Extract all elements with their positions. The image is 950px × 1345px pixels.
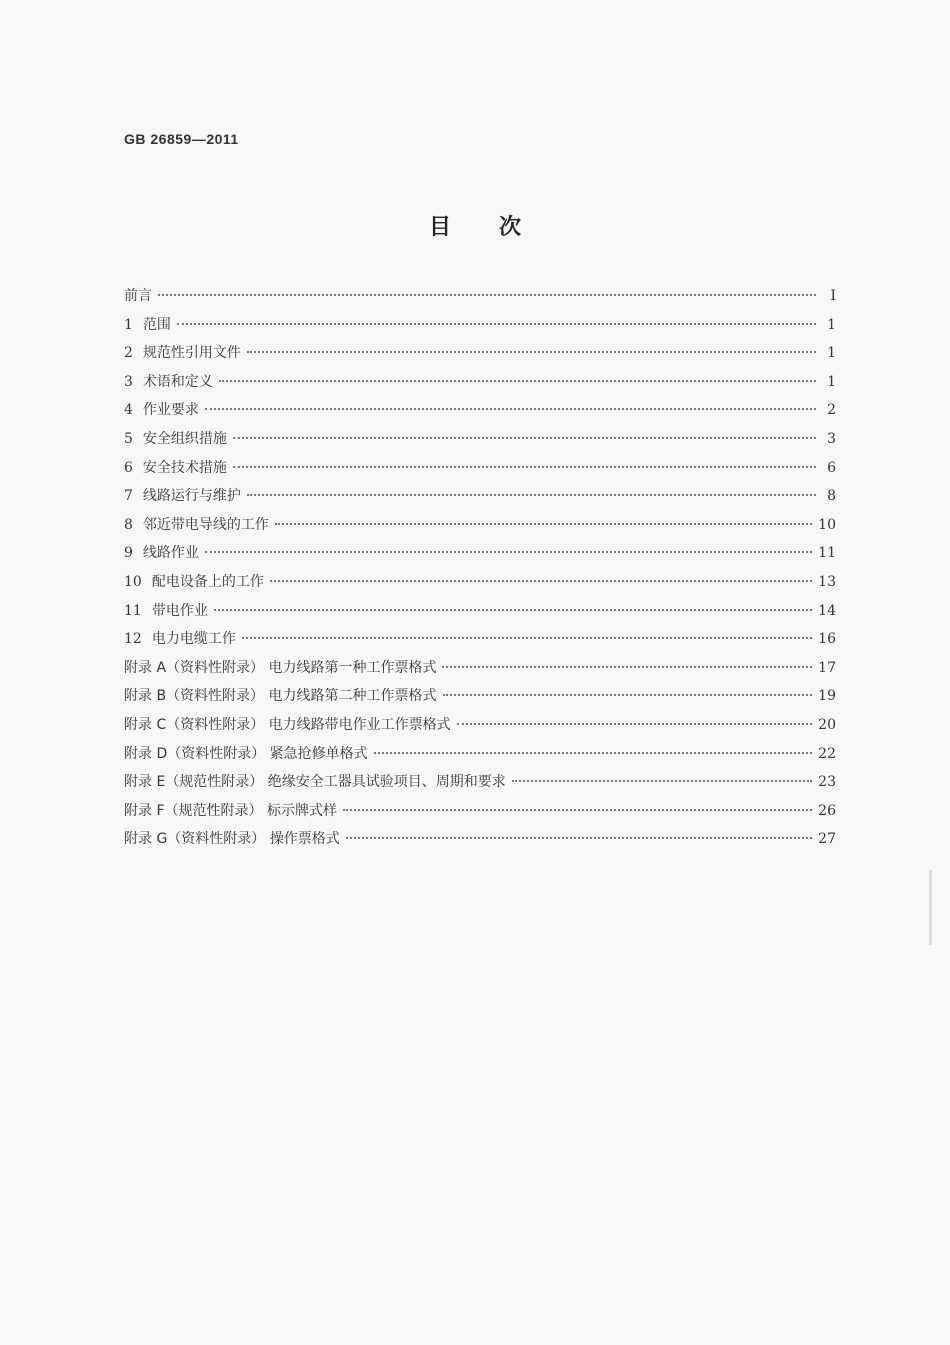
toc-entry-title: 线路作业 [142, 545, 199, 562]
toc-dot-leader [443, 694, 813, 696]
toc-entry-label [124, 371, 213, 391]
toc-entry[interactable] [124, 800, 836, 829]
toc-entry[interactable] [124, 314, 836, 343]
toc-entry-title: 作业要求 [142, 402, 199, 419]
toc-entry-page: 20 [818, 716, 836, 733]
toc-entry-number: 9 [124, 545, 133, 562]
toc-entry[interactable] [124, 828, 836, 857]
toc-dot-leader [442, 666, 812, 668]
toc-entry-page: 23 [818, 774, 836, 791]
toc-entry[interactable] [124, 628, 836, 657]
toc-dot-leader [177, 323, 816, 325]
toc-entry-label [124, 542, 199, 562]
toc-entry[interactable] [124, 399, 836, 428]
toc-entry-label [124, 800, 337, 820]
toc-entry-title: 附录 B（资料性附录） 电力线路第二种工作票格式 [124, 688, 437, 705]
toc-entry-label [124, 485, 241, 505]
toc-entry-label [124, 743, 368, 763]
toc-entry-label [124, 571, 264, 591]
toc-entry[interactable] [124, 285, 836, 314]
toc-entry-page: 27 [818, 831, 836, 848]
toc-entry-label [124, 657, 436, 677]
toc-entry[interactable] [124, 457, 836, 486]
toc-entry[interactable] [124, 685, 836, 714]
toc-entry[interactable] [124, 771, 836, 800]
standard-code: GB 26859—2011 [124, 131, 239, 147]
toc-entry[interactable] [124, 428, 836, 457]
toc-dot-leader [457, 723, 812, 725]
toc-entry-label [124, 600, 208, 620]
toc-entry[interactable] [124, 714, 836, 743]
toc-entry-label [124, 285, 152, 305]
toc-entry[interactable] [124, 542, 836, 571]
toc-entry-title: 附录 F（规范性附录） 标示牌式样 [124, 802, 337, 819]
toc-entry-number: 5 [124, 430, 133, 447]
toc-entry-number: 2 [124, 345, 133, 362]
toc-entry-label [124, 514, 269, 534]
toc-entry-title: 配电设备上的工作 [151, 573, 264, 590]
toc-dot-leader [158, 294, 816, 296]
toc-dot-leader [219, 380, 816, 382]
toc-dot-leader [233, 466, 816, 468]
toc-entry-page: 8 [827, 488, 836, 505]
toc-entry-number: 10 [124, 573, 142, 590]
toc-entry-label [124, 428, 227, 448]
toc-dot-leader [233, 437, 816, 439]
toc-entry-page: 19 [818, 688, 836, 705]
toc-dot-leader [205, 551, 812, 553]
toc-entry-number: 6 [124, 459, 133, 476]
toc-entry-page: 11 [818, 545, 836, 562]
toc-entry-title: 术语和定义 [142, 373, 213, 390]
toc-entry[interactable] [124, 657, 836, 686]
toc-entry-page: 3 [827, 430, 836, 447]
toc-dot-leader [512, 780, 812, 782]
toc-entry-number: 12 [124, 631, 142, 648]
toc-entry-number: 7 [124, 488, 133, 505]
toc-entry-page: 13 [818, 573, 836, 590]
toc-entry-label [124, 314, 171, 334]
toc-entry-title: 附录 E（规范性附录） 绝缘安全工器具试验项目、周期和要求 [124, 774, 506, 791]
page-edge-mark [929, 870, 932, 945]
toc-entry-page: 14 [818, 602, 836, 619]
toc-entry-number: 4 [124, 402, 133, 419]
toc-dot-leader [205, 408, 816, 410]
toc-entry-page: 6 [827, 459, 836, 476]
toc-entry-number: 1 [124, 316, 133, 333]
toc-entry[interactable] [124, 514, 836, 543]
toc-entry[interactable] [124, 371, 836, 400]
table-of-contents [124, 285, 836, 857]
toc-entry-number: 11 [124, 602, 142, 619]
toc-dot-leader [343, 809, 812, 811]
toc-entry-title: 附录 G（资料性附录） 操作票格式 [124, 831, 340, 848]
toc-entry[interactable] [124, 600, 836, 629]
toc-entry-number: 8 [124, 516, 133, 533]
toc-entry-page: 1 [827, 373, 836, 390]
toc-entry-label [124, 685, 437, 705]
toc-entry-title: 附录 D（资料性附录） 紧急抢修单格式 [124, 745, 368, 762]
toc-entry-page: I [830, 288, 836, 304]
toc-dot-leader [247, 494, 816, 496]
toc-entry[interactable] [124, 743, 836, 772]
toc-entry-title: 安全技术措施 [142, 459, 227, 476]
toc-entry-label [124, 342, 241, 362]
toc-dot-leader [247, 351, 816, 353]
page-title: 目次 [428, 215, 569, 240]
toc-entry-label [124, 828, 340, 848]
toc-dot-leader [374, 752, 812, 754]
toc-dot-leader [242, 637, 812, 639]
toc-entry[interactable] [124, 571, 836, 600]
toc-entry-number: 3 [124, 373, 133, 390]
toc-dot-leader [270, 580, 812, 582]
toc-entry-page: 22 [818, 745, 836, 762]
toc-entry-page: 17 [818, 659, 836, 676]
toc-entry-label [124, 714, 451, 734]
toc-entry-title: 线路运行与维护 [142, 488, 241, 505]
toc-entry-title: 安全组织措施 [142, 430, 227, 447]
toc-entry-label [124, 771, 506, 791]
toc-entry-page: 10 [818, 516, 836, 533]
toc-entry-title: 范围 [142, 316, 171, 333]
toc-entry[interactable] [124, 485, 836, 514]
toc-entry-page: 2 [827, 402, 836, 419]
toc-entry-title: 前言 [124, 288, 152, 304]
toc-entry-page: 1 [827, 345, 836, 362]
toc-entry-page: 16 [818, 631, 836, 648]
toc-entry-title: 附录 C（资料性附录） 电力线路带电作业工作票格式 [124, 716, 451, 733]
toc-entry-label [124, 457, 227, 477]
toc-entry-title: 带电作业 [151, 602, 208, 619]
toc-dot-leader [275, 523, 812, 525]
toc-entry-page: 26 [818, 802, 836, 819]
toc-dot-leader [346, 837, 812, 839]
toc-entry-page: 1 [827, 316, 836, 333]
toc-entry-title: 邻近带电导线的工作 [142, 516, 269, 533]
toc-entry-title: 附录 A（资料性附录） 电力线路第一种工作票格式 [124, 659, 437, 676]
toc-entry-title: 电力电缆工作 [151, 631, 236, 648]
toc-entry-label [124, 399, 199, 419]
toc-entry-label [124, 628, 236, 648]
toc-dot-leader [214, 609, 812, 611]
toc-entry[interactable] [124, 342, 836, 371]
toc-entry-title: 规范性引用文件 [142, 345, 241, 362]
